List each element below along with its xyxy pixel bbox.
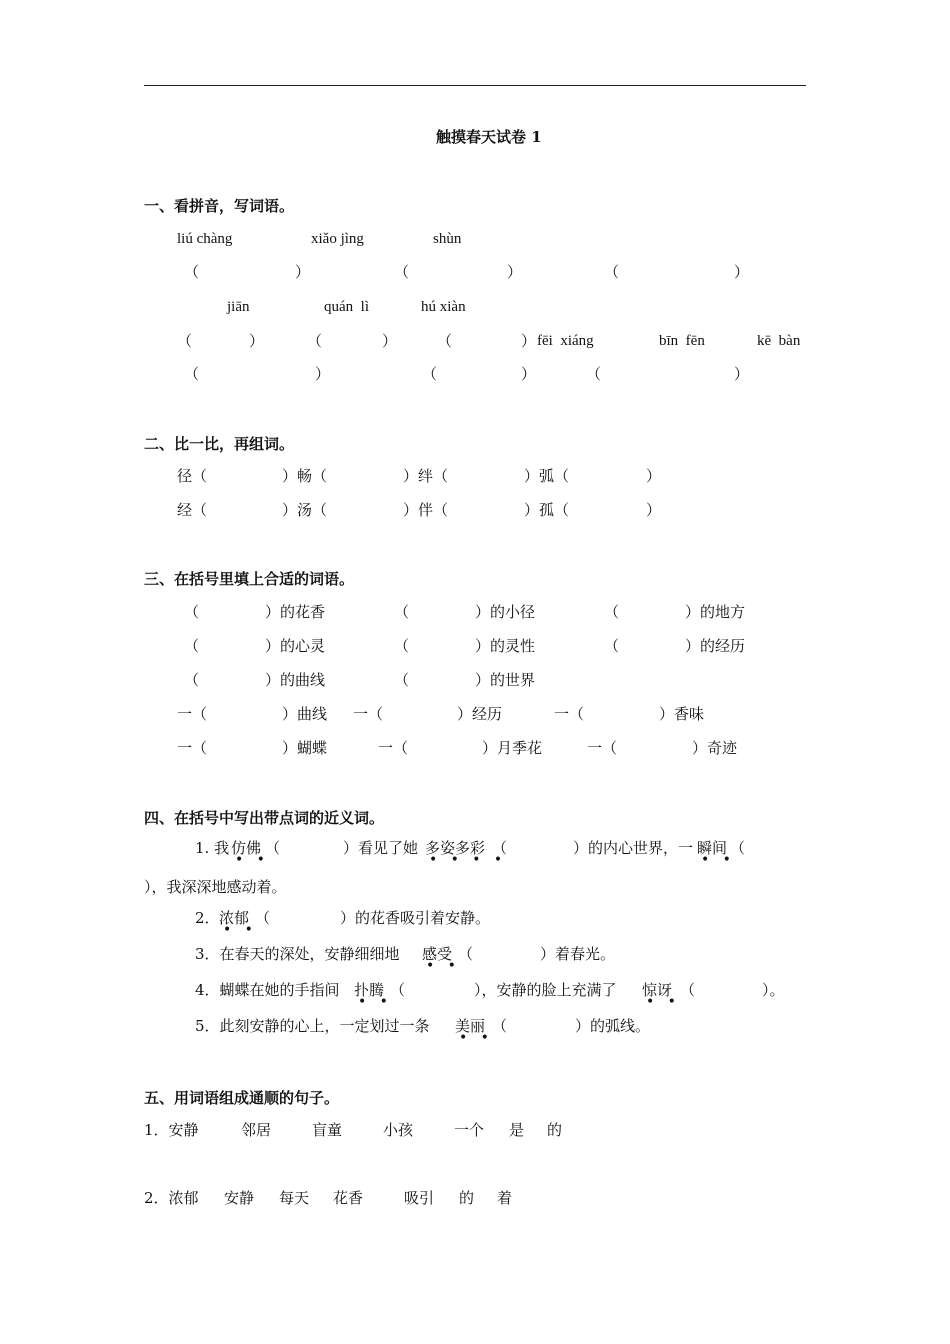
pinyin-item: bīn fēn: [659, 333, 705, 349]
question-text: 5．此刻安静的心上，一定划过一条: [195, 1017, 430, 1035]
question-text: ）看见了她: [343, 839, 419, 857]
fill-phrase: ）的曲线: [265, 671, 326, 689]
dotted-word: 惊讶: [642, 981, 673, 999]
compare-cell: ）伴（: [403, 501, 449, 519]
word-item: 的: [459, 1189, 475, 1207]
fill-open: （: [184, 671, 200, 689]
answer-blank-open: （: [307, 332, 323, 350]
answer-blank-open: （: [265, 839, 281, 857]
pinyin-item: jiān: [227, 299, 250, 315]
answer-blank-open: （: [394, 263, 410, 281]
fill-open: （: [394, 671, 410, 689]
question-text: ），安静的脸上充满了: [474, 981, 617, 999]
fill-open: （: [394, 637, 410, 655]
emphasis-dots: • •: [701, 852, 731, 868]
compare-cell: ）弧（: [524, 467, 570, 485]
fill-measure: 一（: [353, 705, 384, 723]
fill-phrase: ）蝴蝶: [282, 739, 328, 757]
answer-blank-close: ）: [315, 365, 331, 383]
fill-phrase: ）的经历: [685, 637, 746, 655]
emphasis-dots: • •: [426, 958, 456, 974]
question-text: 1. 我: [195, 839, 230, 857]
question-text: 4．蝴蝶在她的手指间: [195, 981, 340, 999]
word-item: 是: [509, 1121, 525, 1139]
word-item: 邻居: [241, 1121, 272, 1139]
compare-cell: ）汤（: [282, 501, 328, 519]
compare-cell: ）: [646, 501, 662, 519]
fill-measure: 一（: [177, 739, 208, 757]
answer-blank-close: ）: [734, 365, 750, 383]
word-item: 2．浓郁: [144, 1189, 199, 1207]
compare-cell: 径（: [177, 467, 208, 485]
emphasis-dots: • •: [459, 1030, 489, 1046]
pinyin-item: xiǎo jìng: [311, 231, 364, 247]
dotted-word: 扑腾: [354, 981, 385, 999]
pinyin-item: quán lì: [324, 299, 369, 315]
fill-phrase: ）奇迹: [692, 739, 738, 757]
dotted-word: 多姿多彩: [425, 839, 486, 857]
emphasis-dots: • •: [223, 922, 253, 938]
section-5-heading: 五、用词语组成通顺的句子。: [144, 1089, 340, 1107]
header-rule: [144, 85, 806, 86]
answer-blank-open: （: [458, 945, 474, 963]
pinyin-item: kē bàn: [757, 333, 801, 349]
question-text: 3．在春天的深处，安静细细地: [195, 945, 400, 963]
pinyin-item: liú chàng: [177, 231, 233, 247]
answer-blank-open: （: [177, 332, 193, 350]
answer-blank-close: ）: [382, 332, 398, 350]
word-item: 一个: [454, 1121, 485, 1139]
question-text: ）的内心世界，一: [573, 839, 694, 857]
emphasis-dots: • •: [358, 994, 388, 1010]
question-text: ）的弧线。: [575, 1017, 651, 1035]
fill-phrase: ）月季花: [482, 739, 543, 757]
pinyin-item: fēi xiáng: [537, 333, 594, 349]
answer-blank-close: ）: [249, 332, 265, 350]
answer-blank-open: （: [730, 839, 746, 857]
question-text: 2．: [195, 909, 220, 927]
pinyin-item: hú xiàn: [421, 299, 466, 315]
compare-cell: 经（: [177, 501, 208, 519]
word-item: 花香: [333, 1189, 364, 1207]
fill-measure: 一（: [554, 705, 585, 723]
answer-blank-close: ）: [734, 263, 750, 281]
answer-blank-close: ）: [295, 263, 311, 281]
fill-open: （: [604, 637, 620, 655]
fill-phrase: ）曲线: [282, 705, 328, 723]
emphasis-dots: • •: [646, 994, 676, 1010]
word-item: 安静: [224, 1189, 255, 1207]
question-text: ），我深深地感动着。: [144, 878, 287, 896]
fill-open: （: [184, 637, 200, 655]
emphasis-dots: • •: [235, 852, 265, 868]
word-item: 的: [547, 1121, 563, 1139]
section-1-heading: 一、看拼音，写词语。: [144, 197, 295, 215]
fill-phrase: ）的灵性: [475, 637, 536, 655]
fill-open: （: [184, 603, 200, 621]
fill-open: （: [394, 603, 410, 621]
answer-blank-open: （: [184, 365, 200, 383]
compare-cell: ）畅（: [282, 467, 328, 485]
word-item: 盲童: [312, 1121, 343, 1139]
answer-blank-open: （: [437, 332, 453, 350]
section-4-heading: 四、在括号中写出带点词的近义词。: [144, 809, 385, 827]
compare-cell: ）孤（: [524, 501, 570, 519]
answer-blank-open: （: [184, 263, 200, 281]
fill-phrase: ）的地方: [685, 603, 746, 621]
dotted-word: 瞬间: [697, 839, 728, 857]
fill-phrase: ）香味: [659, 705, 705, 723]
answer-blank-open: （: [255, 909, 271, 927]
question-text: ）。: [762, 981, 785, 999]
dotted-word: 感受: [422, 945, 453, 963]
answer-blank-open: （: [604, 263, 620, 281]
answer-blank-open: （: [586, 365, 602, 383]
fill-phrase: ）的心灵: [265, 637, 326, 655]
dotted-word: 美丽: [455, 1017, 486, 1035]
compare-cell: ）绊（: [403, 467, 449, 485]
section-3-heading: 三、在括号里填上合适的词语。: [144, 570, 355, 588]
fill-measure: 一（: [177, 705, 208, 723]
dotted-word: 仿佛: [231, 839, 262, 857]
answer-blank-close: ）: [521, 365, 537, 383]
word-item: 小孩: [383, 1121, 414, 1139]
fill-phrase: ）的小径: [475, 603, 536, 621]
answer-blank-open: （: [492, 1017, 508, 1035]
emphasis-dots: • • • •: [429, 852, 503, 868]
fill-phrase: ）的世界: [475, 671, 536, 689]
answer-blank-close: ）: [521, 332, 537, 350]
fill-open: （: [604, 603, 620, 621]
question-text: ）着春光。: [540, 945, 616, 963]
compare-cell: ）: [646, 467, 662, 485]
fill-measure: 一（: [378, 739, 409, 757]
word-item: 1．安静: [144, 1121, 199, 1139]
answer-blank-open: （: [680, 981, 696, 999]
word-item: 吸引: [404, 1189, 435, 1207]
word-item: 着: [497, 1189, 513, 1207]
fill-phrase: ）经历: [457, 705, 503, 723]
section-2-heading: 二、比一比，再组词。: [144, 435, 295, 453]
question-text: ）的花香吸引着安静。: [340, 909, 491, 927]
word-item: 每天: [279, 1189, 310, 1207]
pinyin-item: shùn: [433, 231, 462, 247]
fill-phrase: ）的花香: [265, 603, 326, 621]
answer-blank-close: ）: [507, 263, 523, 281]
answer-blank-open: （: [492, 839, 508, 857]
answer-blank-open: （: [390, 981, 406, 999]
fill-measure: 一（: [587, 739, 618, 757]
page-title: 触摸春天试卷 1: [436, 128, 542, 146]
dotted-word: 浓郁: [219, 909, 250, 927]
answer-blank-open: （: [422, 365, 438, 383]
